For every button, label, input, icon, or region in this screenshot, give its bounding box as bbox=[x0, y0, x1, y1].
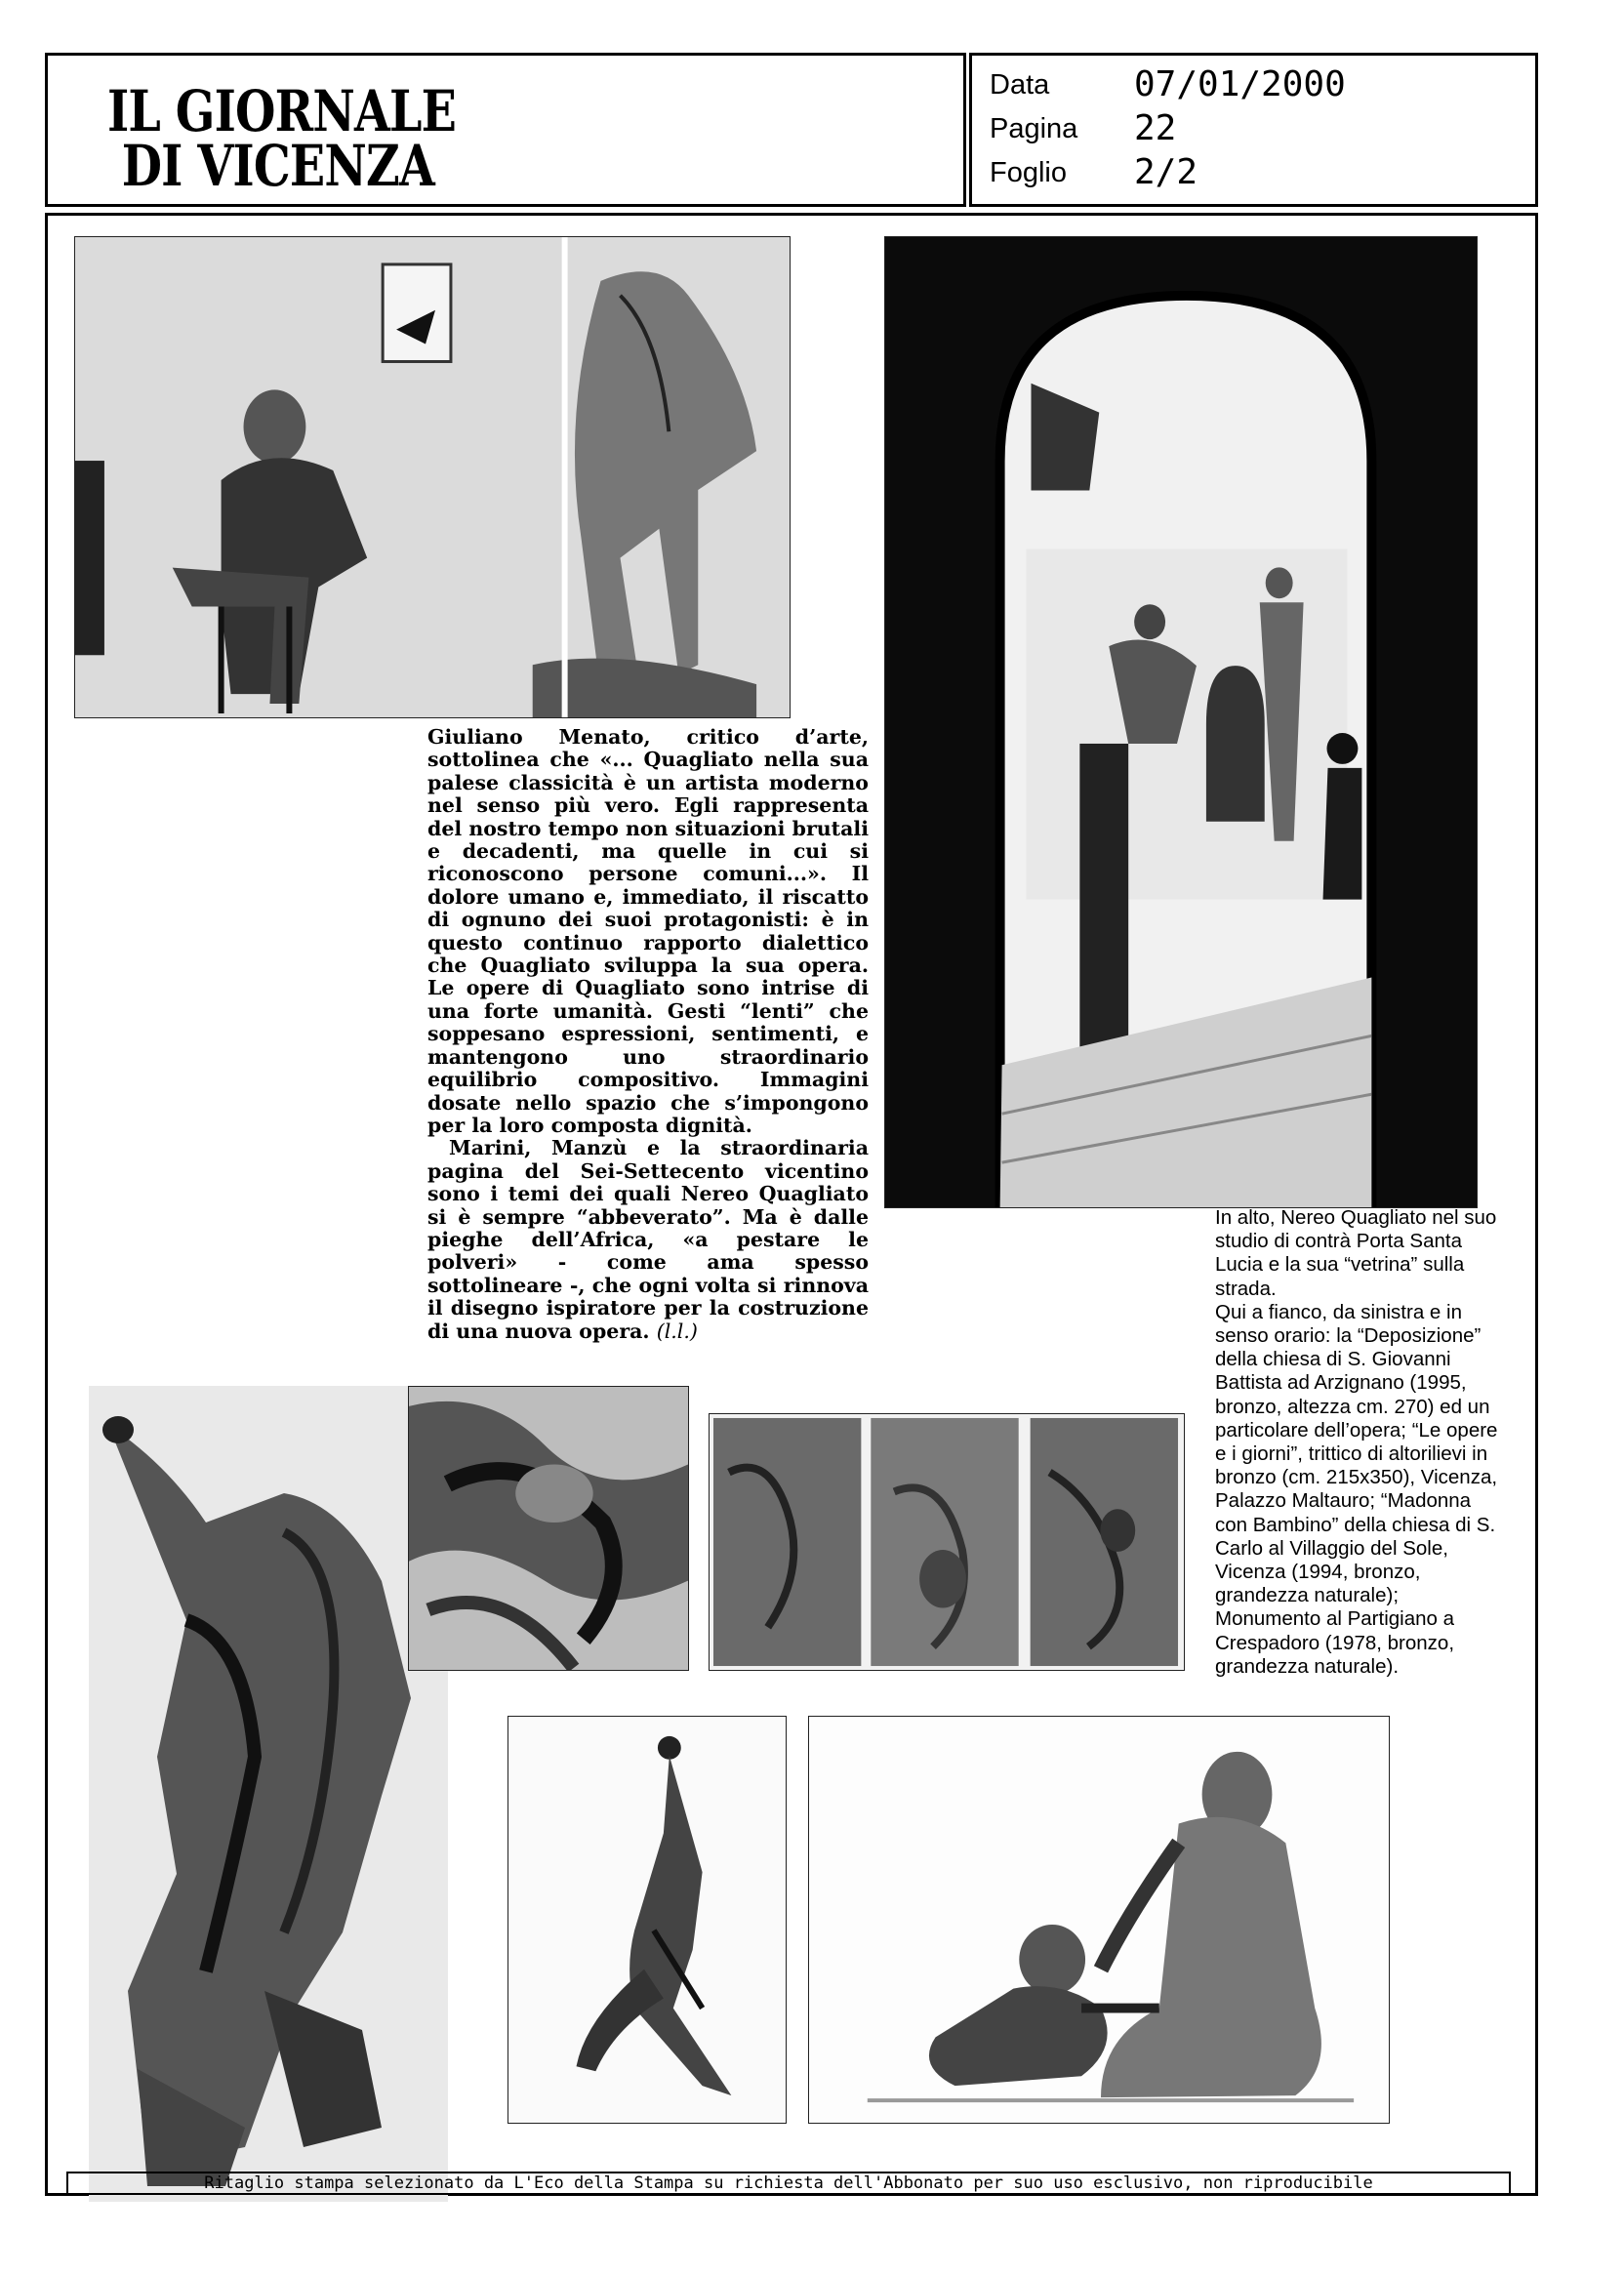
photo-caption bbox=[1215, 1206, 1508, 1679]
caption-paragraph-2: Qui a fianco, da sinistra e in senso orario: la “Deposizione” della chiesa di S. Giovanni Battista ad Arzignano (1995, bronzo, altezza cm. 270) ed un particolare dell’opera; “Le opere e i giorni”, trittico di altorilievi in bronzo (cm. 215x350), Vicenza, Palazzo Maltauro; “Madonna con Bambino” della chiesa di S. Carlo al Villaggio del Sole, Vicenza (1994, bronzo, grandezza naturale); Monumento al Partigiano a Crespadoro (1978, bronzo, grandezza naturale). bbox=[1215, 1300, 1498, 1678]
foglio-value: 2/2 bbox=[1134, 152, 1198, 192]
article-paragraph-1: Giuliano Menato, critico d’arte, sottolinea che «... Quagliato nella sua palese classicità è un artista moderno nel senso più vero. Egli rappresenta del nostro tempo non situazioni brutali e decadenti, ma quelle in cui si riconoscono persone comuni...». Il dolore umano e, immediato, il riscatto di ognuno dei suoi protagonisti: è in questo continuo rapporto dialettico che Quagliato sviluppa la sua opera. Le opere di Quagliato sono intrise di una forte umanità. Gesti “lenti” che soppesano espressioni, sentimenti, e mantengono uno straordinario equilibrio compositivo. Immagini dosate nello spazio che s’impongono per la loro composta dignità. bbox=[427, 725, 869, 1137]
data-value: 07/01/2000 bbox=[1134, 64, 1346, 104]
article-signature: (l.l.) bbox=[656, 1319, 698, 1343]
pagina-label: Pagina bbox=[990, 113, 1078, 144]
logo-line-2: DI VICENZA bbox=[121, 133, 434, 199]
caption-paragraph-1: In alto, Nereo Quagliato nel suo studio di contrà Porta Santa Lucia e la sua “vetrina” sulla strada. bbox=[1215, 1206, 1497, 1300]
photo-studio-window bbox=[884, 236, 1478, 1208]
photo-madonna-bambino bbox=[808, 1716, 1390, 2124]
newspaper-logo bbox=[107, 78, 457, 199]
article-paragraph-2 bbox=[427, 1137, 869, 1343]
press-clipping-footer: Ritaglio stampa selezionato da L'Eco della Stampa su richiesta dell'Abbonato per suo uso esclusivo, non riproducibile bbox=[66, 2172, 1511, 2195]
data-label: Data bbox=[990, 69, 1050, 101]
logo-line-1: IL GIORNALE bbox=[107, 78, 457, 144]
photo-partigiano bbox=[508, 1716, 787, 2124]
photo-deposizione bbox=[89, 1386, 448, 2202]
article-paragraph-2-text: Marini, Manzù e la straordinaria pagina del Sei-Settecento vicentino sono i temi dei quali Nereo Quagliato si è sempre “abbeverato”. Ma è dalle pieghe dell’Africa, «a pestare le polveri» - come ama spesso sottolineare -, che ogni volta si rinnova il disegno ispiratore per la costruzione di una nuova opera. bbox=[427, 1136, 869, 1343]
photo-triptych bbox=[709, 1413, 1185, 1671]
foglio-label: Foglio bbox=[990, 157, 1067, 188]
pagina-value: 22 bbox=[1134, 108, 1177, 148]
photo-artist-studio bbox=[74, 236, 791, 718]
photo-deposizione-detail bbox=[408, 1386, 689, 1671]
article-body bbox=[427, 726, 869, 1343]
